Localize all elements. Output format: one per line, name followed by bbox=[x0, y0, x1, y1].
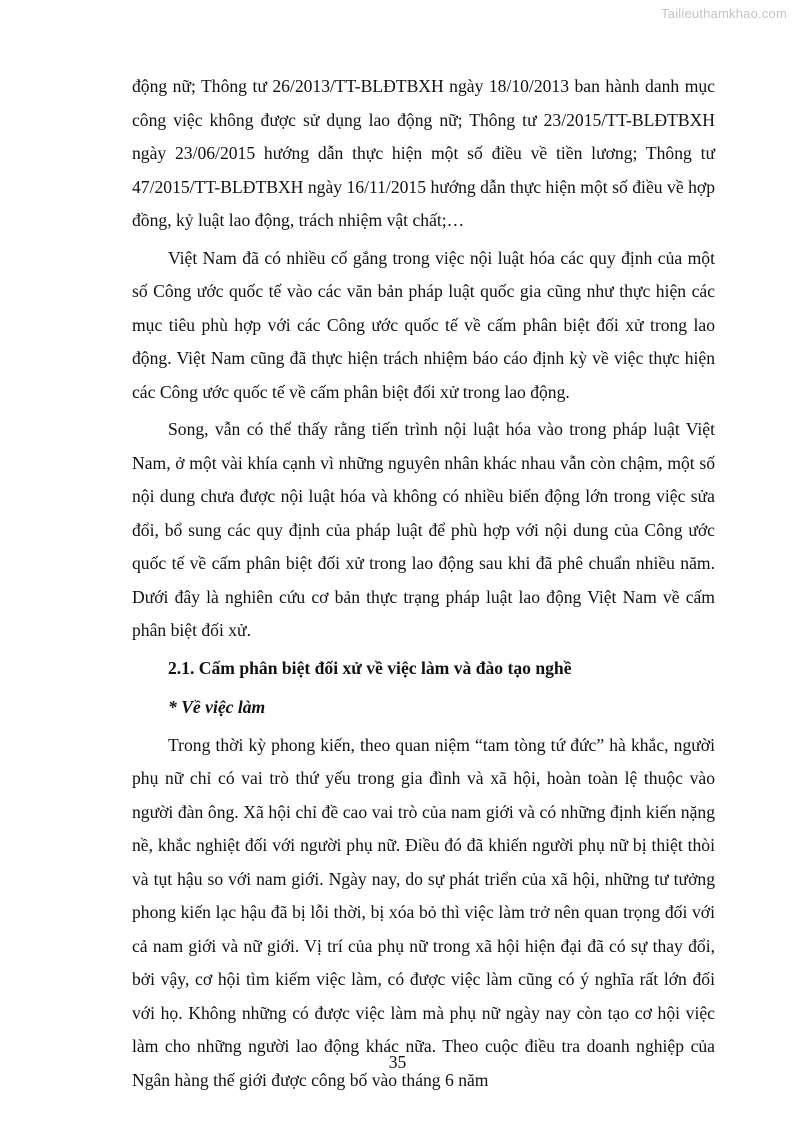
paragraph-employment: Trong thời kỳ phong kiến, theo quan niệm “tam tòng tứ đức” hà khắc, người phụ nữ chỉ có vai trò thứ yếu trong gia đình và xã hội, hoàn toàn lệ thuộc vào người đàn ông. Xã hội chỉ đề cao vai trò của nam giới và có những định kiến nặng nề, khắc nghiệt đối với người phụ nữ. Điều đó đã khiến người phụ nữ bị thiệt thòi và tụt hậu so với nam giới. Ngày nay, do sự phát triển của xã hội, những tư tưởng phong kiến lạc hậu đã bị lỗi thời, bị xóa bỏ thì việc làm trở nên quan trọng đối với cả nam giới và nữ giới. Vị trí của phụ nữ trong xã hội hiện đại đã có sự thay đổi, bởi vậy, cơ hội tìm kiếm việc làm, có được việc làm cũng có ý nghĩa rất lớn đối với họ. Không những có được việc làm mà phụ nữ ngày nay còn tạo cơ hội việc làm cho những người lao động khác nữa. Theo cuộc điều tra doanh nghiệp của Ngân hàng thế giới được công bố vào tháng 6 năm bbox=[132, 734, 715, 1090]
paragraph-continued: động nữ; Thông tư 26/2013/TT-BLĐTBXH ngày 18/10/2013 ban hành danh mục công việc không được sử dụng lao động nữ; Thông tư 23/2015/TT-BLĐTBXH ngày 23/06/2015 hướng dẫn thực hiện một số điều về tiền lương; Thông tư 47/2015/TT-BLĐTBXH ngày 16/11/2015 hướng dẫn thực hiện một số điều về hợp đồng, kỷ luật lao động, trách nhiệm vật chất;… bbox=[132, 76, 715, 230]
subsection-heading: * Về việc làm bbox=[168, 697, 266, 717]
paragraph-codification-efforts: Việt Nam đã có nhiều cố gắng trong việc nội luật hóa các quy định của một số Công ước quốc tế vào các văn bản pháp luật quốc gia cũng như thực hiện các mục tiêu phù hợp với các Công ước quốc tế về cấm phân biệt đối xử trong lao động. Việt Nam cũng đã thực hiện trách nhiệm báo cáo định kỳ về việc thực hiện các Công ước quốc tế về cấm phân biệt đối xử trong lao động. bbox=[132, 247, 715, 402]
section-heading: 2.1. Cấm phân biệt đối xử về việc làm và đào tạo nghề bbox=[168, 657, 572, 678]
page-number: 35 bbox=[388, 1052, 407, 1072]
document-body bbox=[132, 70, 715, 1101]
watermark: Tailieuthamkhao.com bbox=[661, 6, 787, 21]
paragraph-codification-progress: Song, vẫn có thể thấy rằng tiến trình nội luật hóa vào trong pháp luật Việt Nam, ở một vài khía cạnh vì những nguyên nhân khác nhau vẫn còn chậm, một số nội dung chưa được nội luật hóa và không có nhiều biến động lớn trong việc sửa đổi, bổ sung các quy định của pháp luật để phù hợp với nội dung của Công ước quốc tế về cấm phân biệt đối xử trong lao động sau khi đã phê chuẩn nhiều năm. Dưới đây là nghiên cứu cơ bản thực trạng pháp luật lao động Việt Nam về cấm phân biệt đối xử. bbox=[132, 419, 715, 640]
